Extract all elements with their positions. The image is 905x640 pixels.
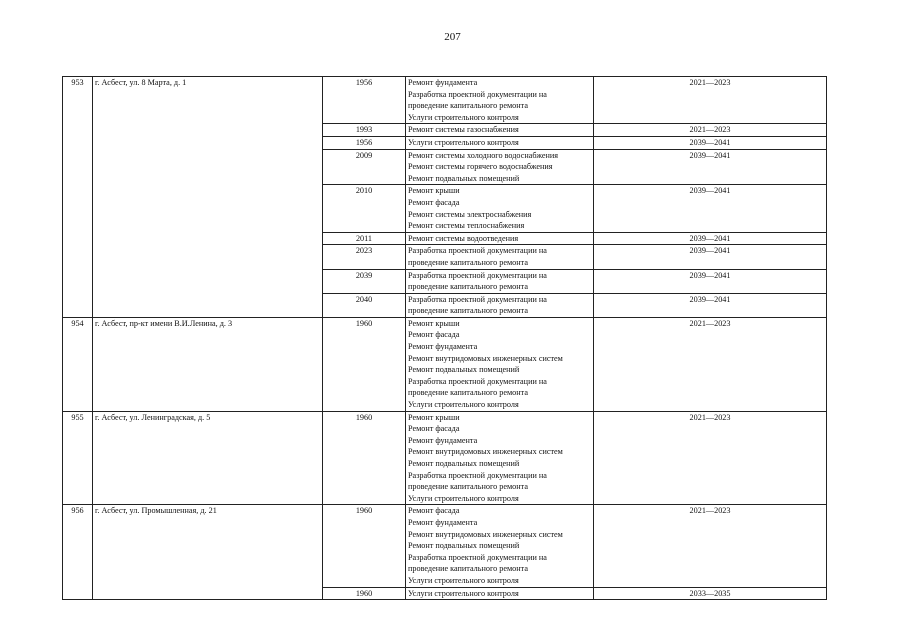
work-item: Ремонт крыши [408, 412, 460, 422]
period-cell: 2039—2041 [594, 149, 827, 185]
work-item: Услуги строительного контроля [408, 137, 519, 147]
work-item: Ремонт фасада [408, 197, 460, 207]
work-item: Ремонт внутридомовых инженерных систем [408, 447, 563, 457]
year-cell: 2011 [323, 232, 406, 245]
year-cell: 2039 [323, 269, 406, 293]
works-cell [406, 245, 594, 269]
table-row [63, 317, 827, 411]
work-item: Ремонт фундамента [408, 342, 478, 352]
work-item: Разработка проектной документации на [408, 470, 547, 480]
work-item: Разработка проектной документации на [408, 552, 547, 562]
works-cell [406, 505, 594, 587]
works-cell [406, 411, 594, 505]
work-item: Ремонт фасада [408, 506, 460, 516]
table-body [63, 77, 827, 600]
work-item: Ремонт системы теплоснабжения [408, 221, 525, 231]
work-item: Разработка проектной документации на [408, 270, 547, 280]
work-item: проведение капитального ремонта [408, 257, 528, 267]
year-cell: 2023 [323, 245, 406, 269]
year-cell: 1956 [323, 77, 406, 124]
period-cell: 2033—2035 [594, 587, 827, 600]
work-item: Ремонт фундамента [408, 517, 478, 527]
works-cell [406, 185, 594, 232]
work-item: проведение капитального ремонта [408, 388, 528, 398]
work-item: Услуги строительного контроля [408, 588, 519, 598]
year-cell: 2040 [323, 293, 406, 317]
period-cell: 2021—2023 [594, 124, 827, 137]
work-item: Ремонт системы горячего водоснабжения [408, 162, 553, 172]
period-cell: 2021—2023 [594, 77, 827, 124]
year-cell: 2009 [323, 149, 406, 185]
works-cell [406, 293, 594, 317]
works-cell [406, 587, 594, 600]
work-item: Ремонт крыши [408, 318, 460, 328]
period-cell: 2039—2041 [594, 293, 827, 317]
work-item: проведение капитального ремонта [408, 306, 528, 316]
work-item: проведение капитального ремонта [408, 282, 528, 292]
row-number: 953 [63, 77, 93, 318]
period-cell: 2039—2041 [594, 245, 827, 269]
period-cell: 2039—2041 [594, 185, 827, 232]
year-cell: 1960 [323, 505, 406, 587]
works-cell [406, 269, 594, 293]
year-cell: 1960 [323, 317, 406, 411]
page-number: 207 [444, 31, 461, 43]
row-number: 956 [63, 505, 93, 600]
work-item: Услуги строительного контроля [408, 112, 519, 122]
work-item: Разработка проектной документации на [408, 89, 547, 99]
capital-repair-table [62, 76, 827, 600]
works-cell [406, 149, 594, 185]
works-cell [406, 232, 594, 245]
work-item: Ремонт системы электроснабжения [408, 209, 532, 219]
address-cell: г. Асбест, ул. 8 Марта, д. 1 [93, 77, 323, 318]
period-cell: 2039—2041 [594, 232, 827, 245]
work-item: Ремонт подвальных помещений [408, 541, 520, 551]
works-cell [406, 124, 594, 137]
work-item: Ремонт фасада [408, 330, 460, 340]
row-number: 954 [63, 317, 93, 411]
table-row [63, 411, 827, 505]
work-item: Ремонт подвальных помещений [408, 173, 520, 183]
period-cell: 2021—2023 [594, 317, 827, 411]
row-number: 955 [63, 411, 93, 505]
works-cell [406, 77, 594, 124]
year-cell: 1960 [323, 587, 406, 600]
work-item: Услуги строительного контроля [408, 575, 519, 585]
address-cell: г. Асбест, ул. Ленинградская, д. 5 [93, 411, 323, 505]
work-item: Разработка проектной документации на [408, 246, 547, 256]
work-item: Ремонт внутридомовых инженерных систем [408, 353, 563, 363]
work-item: Ремонт фундамента [408, 435, 478, 445]
works-cell [406, 136, 594, 149]
work-item: Ремонт фундамента [408, 78, 478, 87]
year-cell: 2010 [323, 185, 406, 232]
table-row [63, 505, 827, 587]
table-row [63, 77, 827, 124]
work-item: Ремонт подвальных помещений [408, 365, 520, 375]
address-cell: г. Асбест, ул. Промышленная, д. 21 [93, 505, 323, 600]
work-item: проведение капитального ремонта [408, 101, 528, 111]
work-item: Ремонт системы водоотведения [408, 233, 519, 243]
year-cell: 1956 [323, 136, 406, 149]
work-item: Ремонт крыши [408, 186, 460, 196]
period-cell: 2021—2023 [594, 411, 827, 505]
work-item: Разработка проектной документации на [408, 294, 547, 304]
work-item: Услуги строительного контроля [408, 400, 519, 410]
year-cell: 1993 [323, 124, 406, 137]
work-item: Ремонт системы холодного водоснабжения [408, 150, 559, 160]
period-cell: 2021—2023 [594, 505, 827, 587]
work-item: Услуги строительного контроля [408, 493, 519, 503]
period-cell: 2039—2041 [594, 269, 827, 293]
work-item: проведение капитального ремонта [408, 564, 528, 574]
address-cell: г. Асбест, пр-кт имени В.И.Ленина, д. 3 [93, 317, 323, 411]
work-item: Разработка проектной документации на [408, 376, 547, 386]
work-item: проведение капитального ремонта [408, 482, 528, 492]
work-item: Ремонт системы газоснабжения [408, 125, 519, 135]
period-cell: 2039—2041 [594, 136, 827, 149]
works-cell [406, 317, 594, 411]
work-item: Ремонт внутридомовых инженерных систем [408, 529, 563, 539]
work-item: Ремонт подвальных помещений [408, 459, 520, 468]
year-cell: 1960 [323, 411, 406, 505]
work-item: Ремонт фасада [408, 424, 460, 434]
